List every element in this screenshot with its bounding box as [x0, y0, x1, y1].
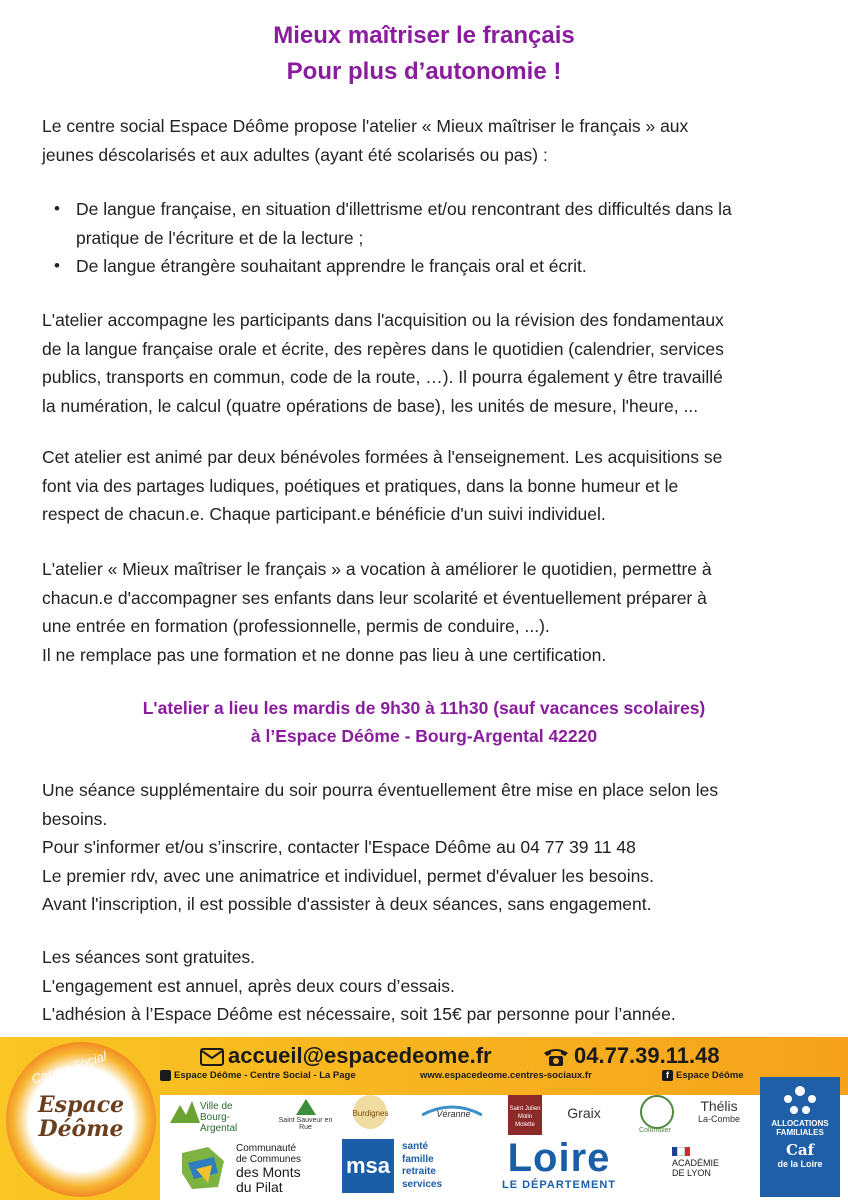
registration-paragraph: Une séance supplémentaire du soir pourra éventuellement être mise en place selon les besoins. Pour s'informer et/ou s’inscrire, contacter l'Espace Déôme au 04 77 39 11 48 Le premier rdv, avec une animatrice et individuel, permet d'évaluer les besoins. Avant l'inscription, il est possible d'assister à deux séances, sans engagement. — [42, 780, 719, 914]
partner-logos — [160, 1095, 848, 1200]
page-subtitle: Pour plus d’autonomie ! — [286, 58, 562, 85]
french-flag-icon — [672, 1147, 690, 1156]
page-title: Mieux maîtriser le français — [273, 22, 575, 49]
msa-logo: msa santé famille retraite services — [342, 1139, 462, 1197]
email-text[interactable]: accueil@espacedeome.fr — [228, 1043, 492, 1068]
ccmp-logo: Communauté de Communes des Monts du Pilat — [178, 1141, 318, 1197]
intro-paragraph: Le centre social Espace Déôme propose l'atelier « Mieux maîtriser le français » aux jeunes déscolarisés et aux adultes (ayant été scolarisés ou pas) : — [42, 116, 689, 165]
conditions-paragraph: Les séances sont gratuites. L'engagement est annuel, après deux cours d’essais. L'adhésion à l’Espace Déôme est nécessaire, soit 15€ par personne pour l’année. — [42, 947, 676, 1024]
saint-sauveur-logo: Saint Sauveur en Rue — [278, 1097, 333, 1135]
ccmp-emblem-icon — [178, 1143, 228, 1193]
volunteers-paragraph: Cet atelier est animé par deux bénévoles formées à l'enseignement. Les acquisitions se font via des partages ludiques, poétiques et pratiques, dans la bonne humeur et le respect de chacun.e. Chaque participant.e bénéficie d'un suivi individuel. — [42, 447, 723, 524]
caf-logo: ALLOCATIONS FAMILIALES Caf de la Loire — [760, 1077, 840, 1197]
phone-text[interactable]: 04.77.39.11.48 — [574, 1043, 720, 1068]
contact-bar — [160, 1039, 848, 1095]
graix-logo: Graix — [567, 1105, 601, 1121]
mountain-icon — [296, 1097, 316, 1115]
schedule-line: L'atelier a lieu les mardis de 9h30 à 11h30 (sauf vacances scolaires) — [142, 698, 706, 718]
email-contact[interactable] — [200, 1043, 492, 1069]
colombier-logo: Colombier — [634, 1095, 676, 1139]
phone-contact[interactable] — [542, 1043, 720, 1069]
facebook-link[interactable]: f Espace Déôme — [662, 1070, 744, 1081]
saint-julien-logo: Saint Julien Molin Molette — [508, 1095, 542, 1135]
espace-deome-logo: Centre Social Espace Déôme — [6, 1042, 156, 1197]
bourg-argental-logo: Ville de Bourg-Argental — [170, 1095, 265, 1135]
phone-icon — [542, 1047, 570, 1067]
academie-lyon-logo: ACADÉMIE DE LYON — [672, 1147, 742, 1197]
audience-list — [42, 195, 832, 281]
hills-icon — [170, 1099, 200, 1125]
location-line: à l’Espace Déôme - Bourg-Argental 42220 — [250, 726, 598, 746]
caf-family-icon — [780, 1083, 820, 1117]
facebook-page-link[interactable]: Espace Déôme - Centre Social - La Page — [160, 1070, 356, 1081]
facebook-icon: f — [662, 1070, 673, 1081]
website-link[interactable]: www.espacedeome.centres-sociaux.fr — [420, 1070, 592, 1081]
mail-icon — [200, 1048, 224, 1066]
thelis-logo: Thélis La-Combe — [697, 1098, 741, 1124]
footer-banner — [0, 1037, 848, 1200]
list-item: • De langue française, en situation d'illettrisme et/ou rencontrant des difficultés dans la pratique de l'écriture et de la lecture ; — [42, 195, 832, 252]
list-item: • De langue étrangère souhaitant apprendre le français oral et écrit. — [42, 252, 832, 281]
versanne-logo: Véranne — [416, 1101, 491, 1131]
thumbs-up-icon — [160, 1070, 171, 1081]
leaf-icon — [640, 1095, 674, 1129]
description-paragraph: L'atelier accompagne les participants dans l'acquisition ou la révision des fondamentaux de la langue française orale et écrite, des repères dans le quotidien (calendrier, services publics, transports en commun, code de la route, …). Il pourra également y être travaillé la numération, le calcul (quatre opérations de base), les unités de mesure, l'heure, ... — [42, 310, 724, 416]
purpose-paragraph: L'atelier « Mieux maîtriser le français » a vocation à améliorer le quotidien, permettre à chacun.e d'accompagner ses enfants dans leur scolarité et éventuellement préparer à une entrée en formation (professionnelle, permis de conduire, ...). Il ne remplace pas une formation et ne donne pas lieu à une certification. — [42, 559, 712, 665]
loire-departement-logo: Loire LE DÉPARTEMENT — [501, 1136, 617, 1191]
burdignes-logo: Burdignes — [348, 1095, 393, 1135]
